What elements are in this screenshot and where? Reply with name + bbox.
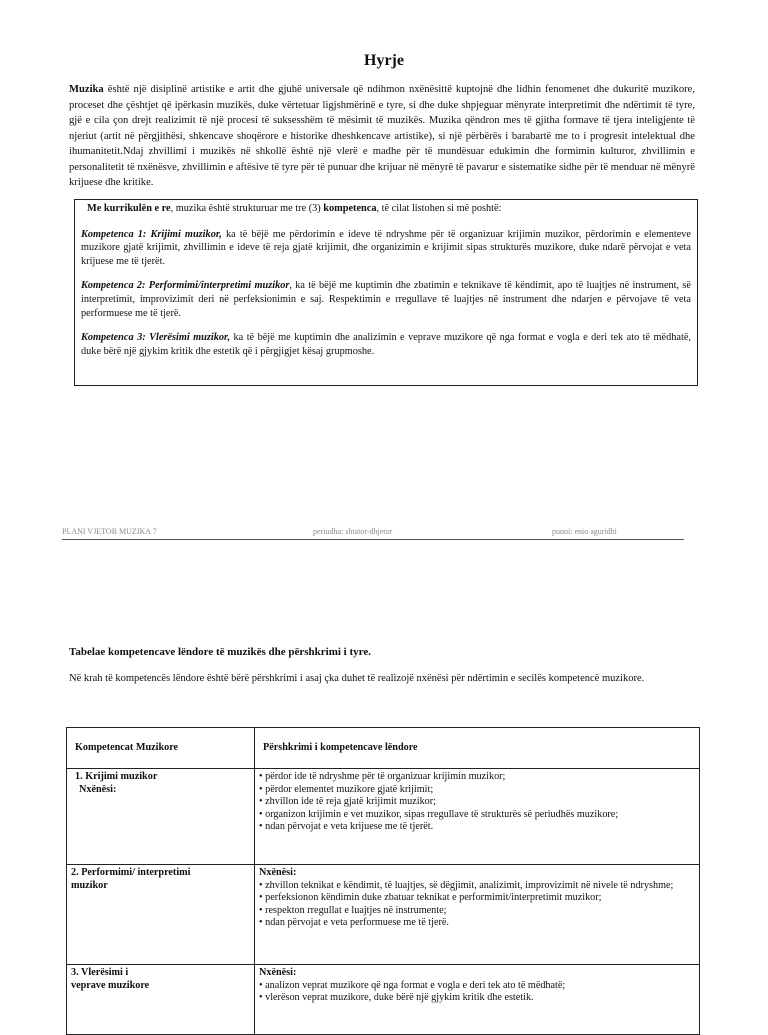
box-lead-bold-competence: kompetenca [323,203,377,214]
box-lead-mid: , muzika është strukturuar me tre (3) [170,203,324,214]
competences-box [74,199,698,386]
row-3-name: 3. Vlerësimi i [71,967,129,978]
section-intro: Në krah të kompetencës lëndore është bërë përshkrimi i asaj çka duhet të realizojë nxënësi për ndërtimin e secilës kompetencë muzikore. [69,673,645,684]
competence-3 [81,331,691,358]
competence-2-text: , ka të bëjë me kuptimin dhe zbatimin e teknikave të këndimit, apo të luajtjes në instrument, së interpretimit, improvizimit deri në perfeksionimin e saj. Respektimin e rregullave të luajtjes në instrument dhe ndarjen e përvojave të veta performuese me të tjerë. [81,280,691,319]
row-1-bullet: • ndan përvojat e veta krijuese me të tjerët. [259,821,434,833]
row-description [255,865,700,965]
competence-2 [81,279,691,320]
row-2-name-cont: muzikor [71,879,108,891]
intro-text: është një disiplinë artistike e artit dhe gjuhë universale që ndihmon nxënësittë kuptojnë dhe lidhin fenomenet dhe dukuritë muzikore, proceset dhe çështjet që ipërkasin muzikës, duke vërtetuar ligjshmërinë e tyre, si dhe duke shpjeguar mënyrate interpretimit dhe ndërtimit të tyre, gjë e cila çon drejt realizimit të një procesi të suksesshëm të mësimit të muzikës. Muzika qëndron mes të gjitha formave të tjera inteligjente të njeriut (artit në përgjithësi, shkencave shoqërore e historike dheshkencave artistike), si një përbërës i barabartë me to i progresit intelektual dhe ihumanitetit.Ndaj zhvillimi i muzikës në shkollë është një vlerë e madhe për të mundësuar edukimin dhe formimin kulturor, zhvillimin e personalitetit të nxënësve, zhvillimin e aftësive të tyre për të punuar dhe krijuar në mënyrë të pavarur e sistematike sidhe për të menduar në mënyrë krijuese dhe kritike. [69,84,695,188]
row-2-bullet: • zhvillon teknikat e këndimit, të luajtjes, së dëgjimit, analizimit, improvizimit në nivele të ndryshme; [259,879,674,891]
intro-lead: Muzika [69,84,104,95]
row-3-name-cont: veprave muzikore [71,979,150,991]
row-2-bullet: • perfeksionon këndimin duke zbatuar teknikat e performimit/interpretimit muzikor; [259,892,602,904]
competences-table [66,727,700,1035]
row-description [255,769,700,865]
table-row [67,769,700,865]
competence-1-text: ka të bëjë me përdorimin e ideve të ndryshme për të organizuar krijimin muzikor, përdorimin e elementeve muzikore gjatë krijimit, zhvillimin e ideve të reja gjatë krijimit, dhe organizimin e krijimit sipas strukturës muzikore, duke ndarë përvojat e veta krijuese me të tjerët. [81,228,691,267]
section-title: Tabelae kompetencave lëndore të muzikës dhe përshkrimi i tyre. [69,646,371,658]
row-3-subject: Nxënësi: [259,967,297,978]
footer-period: periudha: shtator-dhjetor [313,527,393,536]
footer-author: punoi: enio aguridhi [552,527,617,536]
box-lead [81,202,691,216]
row-3-bullet: • analizon veprat muzikore që nga format e vogla e deri tek ato të mëdhatë; [259,979,566,991]
row-2-subject: Nxënësi: [259,867,297,878]
box-lead-bold-curriculum: Me kurrikulën e re [87,203,171,214]
row-1-bullet: • përdor ide të ndryshme për të organizuar krijimin muzikor; [259,771,506,782]
intro-paragraph [69,82,695,191]
competence-3-title: Kompetenca 3: Vlerësimi muzikor, [81,332,231,344]
row-2-bullet: • respekton rregullat e luajtjes në instrumente; [259,904,447,916]
footer-plan-title: PLANI VJETOR MUZIKA 7 [62,527,157,536]
row-2-name: 2. Performimi/ interpretimi [71,867,191,878]
competence-1 [81,228,691,269]
row-competence-name [67,769,255,865]
competence-1-title: Kompetenca 1: Krijimi muzikor, [81,228,222,240]
competence-2-title: Kompetenca 2: Performimi/interpretimi muzikor [81,280,290,292]
header-competences: Kompetencat Muzikore [67,728,255,769]
row-competence-name [67,865,255,965]
row-3-bullet: • vlerëson veprat muzikore, duke bërë një gjykim kritik dhe estetik. [259,992,534,1004]
row-description [255,965,700,1035]
row-1-bullet: • përdor elementet muzikore gjatë krijimit; [259,783,434,795]
row-competence-name [67,965,255,1035]
table-row [67,965,700,1035]
row-1-subject: Nxënësi: [79,783,117,795]
page-footer [62,527,684,540]
page-title: Hyrje [364,52,404,69]
box-lead-end: , të cilat listohen si më poshtë: [376,203,502,214]
row-1-bullet: • organizon krijimin e vet muzikor, sipas rregullave të strukturës së periudhës muzikore; [259,808,619,820]
row-1-bullet: • zhvillon ide të reja gjatë krijimit muzikor; [259,796,436,808]
row-2-bullet: • ndan përvojat e veta performuese me të tjerë. [259,917,449,929]
table-row [67,865,700,965]
competence-3-text: ka të bëjë me kuptimin dhe analizimin e veprave muzikore që nga format e vogla e deri tek ato të mëdhatë, duke bërë një gjykim kritik dhe estetik që i përgjigjet kësaj grupmoshe. [81,332,692,357]
header-description: Përshkrimi i kompetencave lëndore [255,728,700,769]
row-1-name: 1. Krijimi muzikor [75,771,158,782]
table-header-row [67,728,700,769]
